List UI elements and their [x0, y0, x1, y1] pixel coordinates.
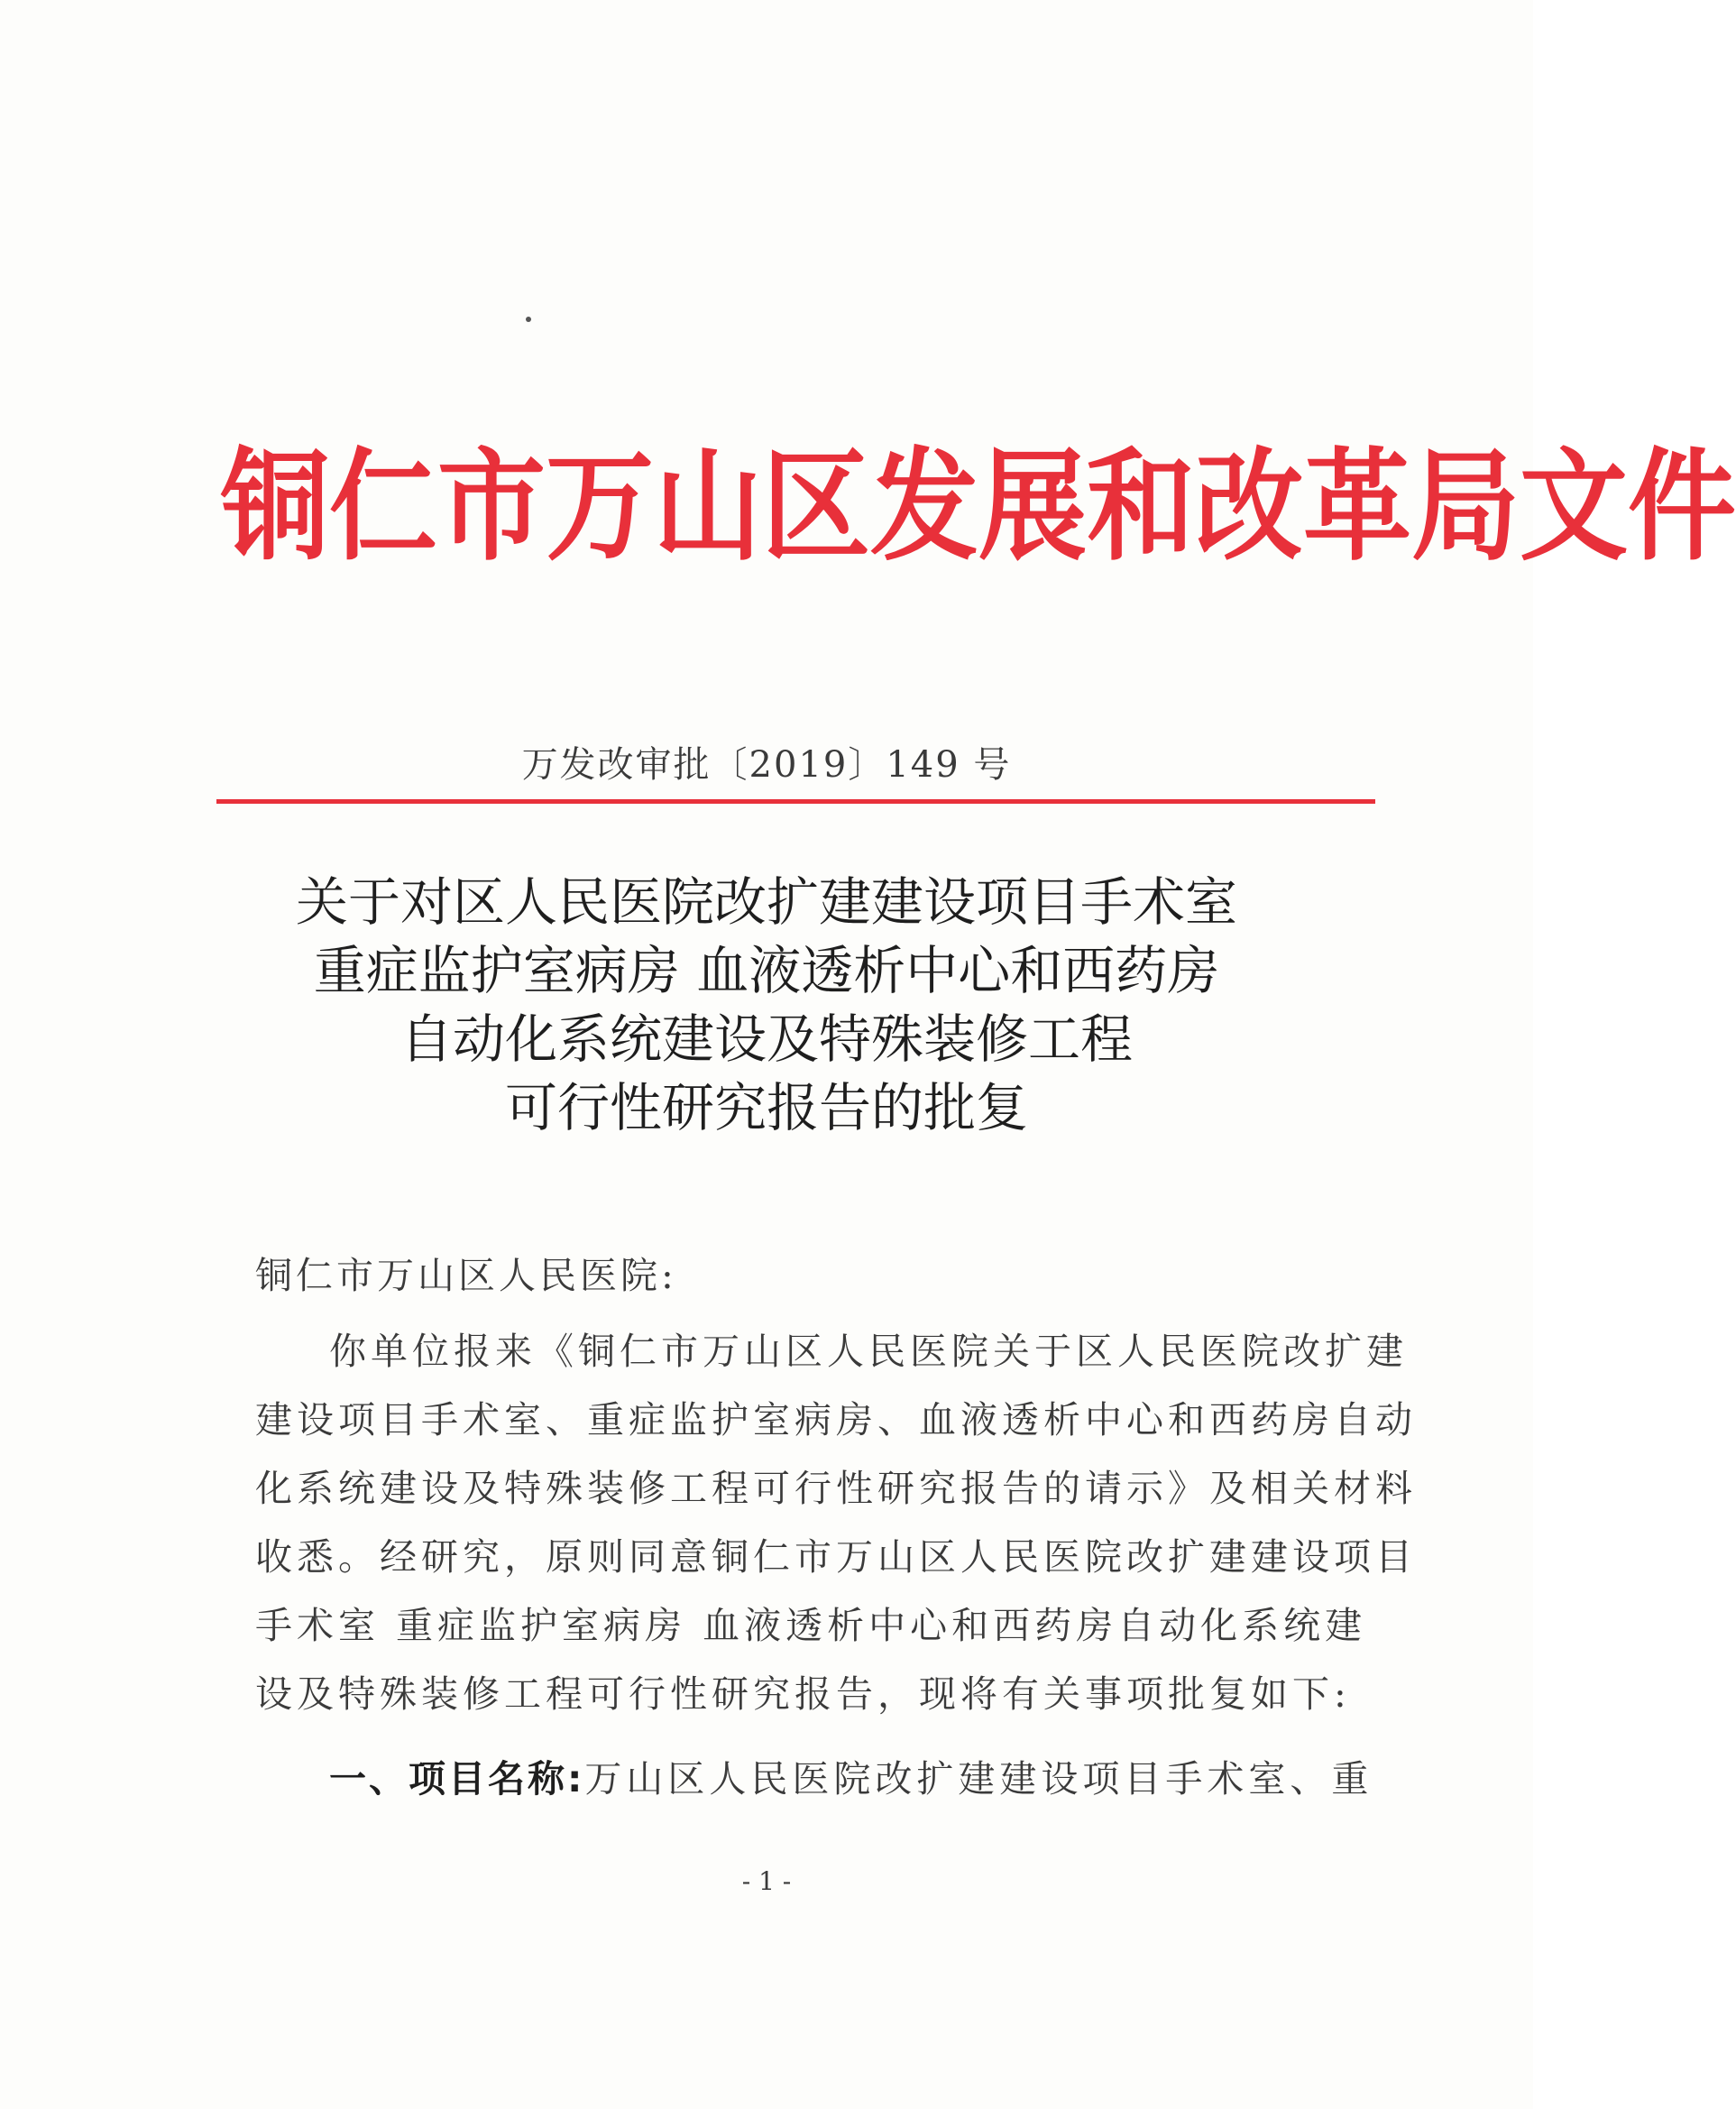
body-line: 收悉。经研究，原则同意铜仁市万山区人民医院改扩建建设项目	[255, 1535, 1417, 1579]
document-number: 万发改审批〔2019〕149 号	[521, 744, 1012, 786]
title-line: 关于对区人民医院改扩建建设项目手术室	[295, 871, 1237, 933]
title-line: 自动化系统建设及特殊装修工程	[400, 1008, 1133, 1070]
scan-speck	[526, 317, 531, 322]
body-line: 手术室 重症监护室病房 血液透析中心和西药房自动化系统建	[255, 1604, 1367, 1647]
body-paragraph	[255, 1317, 1417, 1728]
issuing-authority-header: 铜仁市万山区发展和改革局文件	[221, 437, 1736, 578]
body-line: 设及特殊装修工程可行性研究报告，现将有关事项批复如下:	[255, 1672, 1351, 1716]
title-line: 重症监护室病房 血液透析中心和西药房	[313, 940, 1220, 1001]
body-line: 建设项目手术室、重症监护室病房、血液透析中心和西药房自动	[255, 1398, 1417, 1441]
page-number: - 1 -	[741, 1866, 792, 1896]
body-line: 化系统建设及特殊装修工程可行性研究报告的请示》及相关材料	[255, 1467, 1417, 1510]
document-title	[0, 868, 1533, 1142]
red-divider-line	[216, 799, 1375, 804]
section-heading: 一、项目名称:	[329, 1757, 585, 1800]
section-text: 万山区人民医院改扩建建设项目手术室、重	[584, 1757, 1373, 1800]
section-one	[329, 1752, 1373, 1806]
body-line: 你单位报来《铜仁市万山区人民医院关于区人民医院改扩建	[329, 1330, 1408, 1373]
recipient-salutation: 铜仁市万山区人民医院:	[255, 1254, 677, 1297]
title-line: 可行性研究报告的批复	[504, 1077, 1028, 1138]
